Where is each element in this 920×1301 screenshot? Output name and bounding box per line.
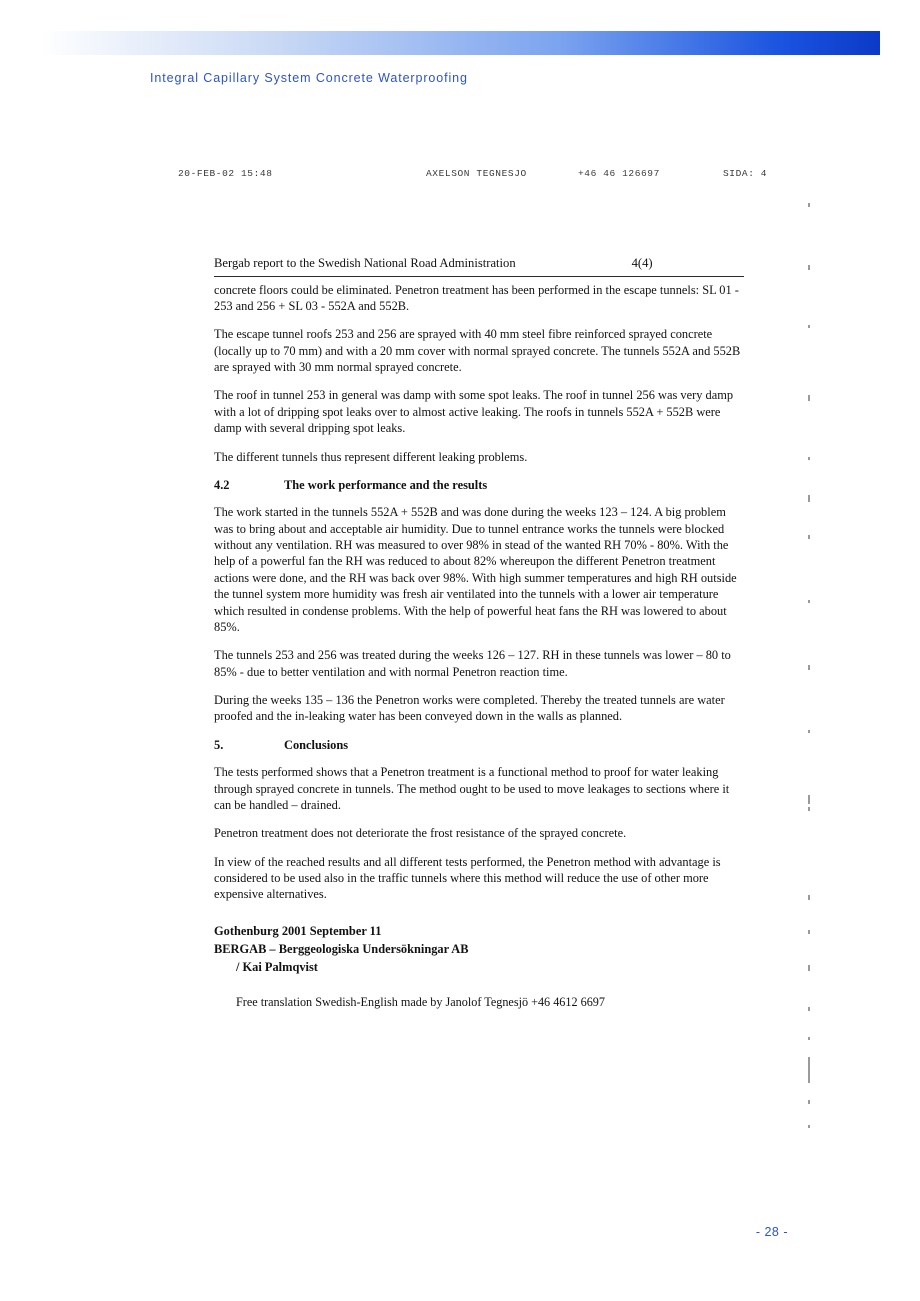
scan-edge-artifacts (808, 195, 812, 1125)
section-heading-5 (214, 737, 744, 753)
heading-divider (214, 276, 744, 277)
paragraph-work-started: The work started in the tunnels 552A + 552B and was done during the weeks 123 – 124. A big problem was to bring about and acceptable air humidity. Due to tunnel entrance works the tunnels were blocked without any ventilation. RH was measured to over 98% in stead of the wanted RH 70% - 80%. With the help of a powerful fan the RH was reduced to about 82% whereupon the different Penetron treatment actions were done, and the RH was back over 98%. With high summer temperatures and high RH outside the tunnel system more humidity was fresh air ventilated into the tunnels with a lower air temperature which resulted in condense problems. With the help of powerful heat fans the RH was lowered to about 85%. (214, 505, 737, 634)
running-header-title: Integral Capillary System Concrete Waterproofing (150, 71, 468, 85)
fax-number: +46 46 126697 (578, 168, 660, 179)
paragraph-continued: concrete floors could be eliminated. Penetron treatment has been performed in the escape tunnels: SL 01 - 253 and 256 + SL 03 - 552A and 552B. (214, 282, 739, 313)
translator-note: Free translation Swedish-English made by Janolof Tegnesjö +46 4612 6697 (236, 994, 605, 1009)
document-page-indicator: 4(4) (631, 256, 653, 270)
fax-sender: AXELSON TEGNESJO (426, 168, 527, 179)
header-gradient-bar (40, 31, 880, 55)
fax-date: 20-FEB-02 15:48 (178, 168, 273, 179)
document-title: Bergab report to the Swedish National Road Administration (214, 256, 516, 270)
signature-person: / Kai Palmqvist (236, 959, 318, 974)
document-heading (214, 255, 744, 272)
scanned-page-content (214, 255, 744, 1010)
paragraph-roof-condition: The roof in tunnel 253 in general was damp with some spot leaks. The roof in tunnel 256 was very damp with a lot of dripping spot leaks over to almost active leaking. The roofs in tunnels 552A + 552B were damp with several dripping spot leaks. (214, 388, 734, 436)
section-title-5: Conclusions (284, 737, 349, 752)
fax-page-indicator: SIDA: 4 (723, 168, 768, 179)
signature-company: BERGAB – Berggeologiska Undersökningar AB (214, 941, 469, 956)
section-number-5: 5. (214, 737, 224, 752)
paragraph-tunnel-roofs: The escape tunnel roofs 253 and 256 are sprayed with 40 mm steel fibre reinforced sprayed concrete (locally up to 70 mm) and with a 20 mm cover with normal sprayed concrete. The tunnels 552A and 552B are sprayed with 30 mm normal sprayed concrete. (214, 327, 741, 375)
paragraph-conclusion-frost: Penetron treatment does not deteriorate the frost resistance of the sprayed concrete. (214, 826, 627, 841)
signature-block (214, 923, 744, 977)
section-title-4-2: The work performance and the results (284, 477, 488, 492)
section-number-4-2: 4.2 (214, 477, 230, 492)
signature-place-date: Gothenburg 2001 September 11 (214, 923, 382, 938)
section-heading-4-2 (214, 477, 744, 493)
paragraph-leaking-problems: The different tunnels thus represent different leaking problems. (214, 449, 528, 464)
paragraph-conclusion-tests: The tests performed shows that a Penetron treatment is a functional method to proof for water leaking through sprayed concrete in tunnels. The method ought to be used to move leakages to sections where it can be handled – drained. (214, 765, 730, 812)
paragraph-conclusion-traffic-tunnels: In view of the reached results and all different tests performed, the Penetron method with advantage is considered to be used also in the traffic tunnels where this method will reduce the use of other more expensive alternatives. (214, 854, 721, 902)
paragraph-tunnels-253-256: The tunnels 253 and 256 was treated during the weeks 126 – 127. RH in these tunnels was lower – 80 to 85% - due to better ventilation and with normal Penetron reaction time. (214, 648, 731, 679)
paragraph-weeks-135-136: During the weeks 135 – 136 the Penetron works were completed. Thereby the treated tunnels are water proofed and the in-leaking water has been conveyed down in the walls as planned. (214, 693, 725, 724)
footer-page-number: - 28 - (755, 1225, 788, 1239)
